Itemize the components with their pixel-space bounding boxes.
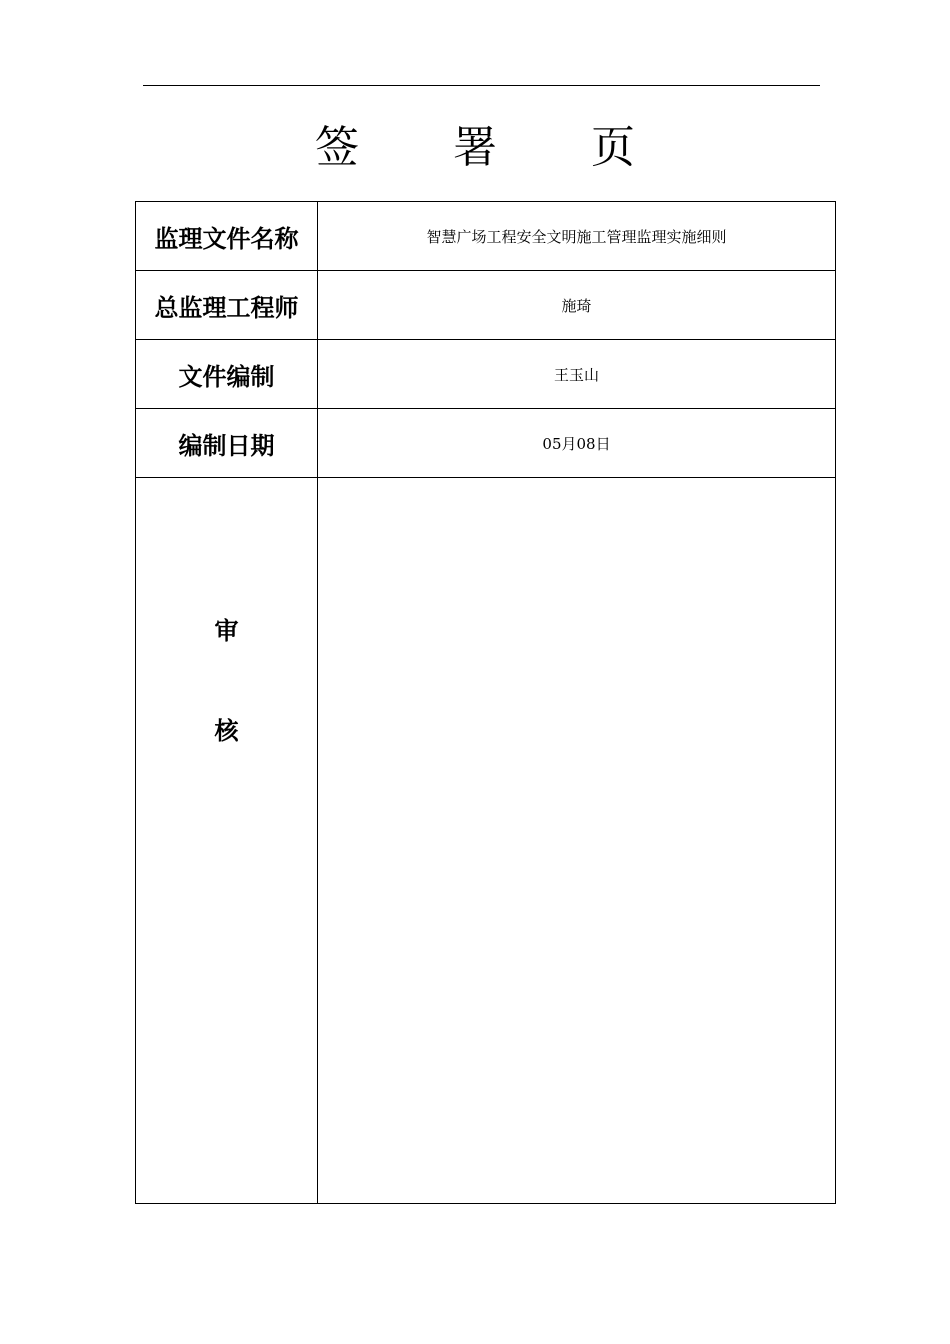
row-value-document-name: 智慧广场工程安全文明施工管理监理实施细则 <box>318 202 836 271</box>
row-label-chief-supervisor: 总监理工程师 <box>136 271 318 340</box>
page-title: 签 署 页 <box>315 122 675 173</box>
row-value-compile-date: 05月08日 <box>318 409 836 478</box>
table-row <box>136 340 836 409</box>
row-label-compiled-by: 文件编制 <box>136 340 318 409</box>
review-value-cell <box>318 478 836 1204</box>
row-label-document-name: 监理文件名称 <box>136 202 318 271</box>
review-label-cell <box>136 478 318 1204</box>
row-value-chief-supervisor: 施琦 <box>318 271 836 340</box>
header-rule <box>143 85 820 86</box>
signature-table <box>135 201 836 1204</box>
table-row <box>136 409 836 478</box>
review-label <box>136 478 317 1203</box>
table-row <box>136 271 836 340</box>
review-char-1: 审 <box>214 617 239 645</box>
table-row <box>136 478 836 1204</box>
row-label-compile-date: 编制日期 <box>136 409 318 478</box>
row-value-compiled-by: 王玉山 <box>318 340 836 409</box>
table-row <box>136 202 836 271</box>
review-char-2: 核 <box>214 717 239 745</box>
